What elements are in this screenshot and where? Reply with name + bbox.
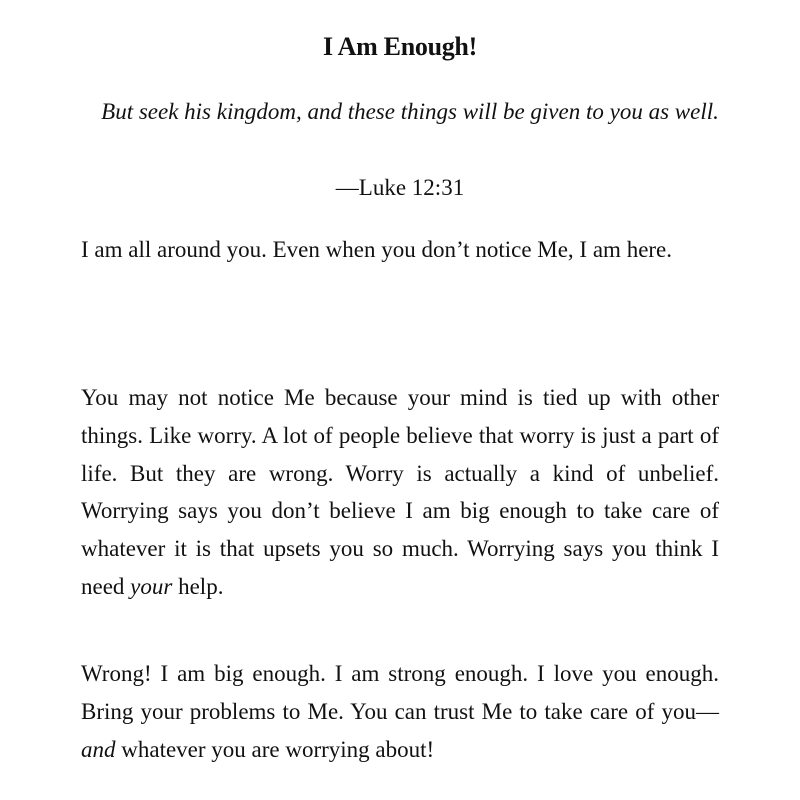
paragraph-3 — [81, 655, 719, 768]
paragraph-3-text: Wrong! I am big enough. I am strong enough. I love you enough. Bring your problems to Me. You can trust Me to take care of you— — [81, 661, 719, 724]
paragraph-1 — [81, 231, 719, 269]
scripture-reference: —Luke 12:31 — [335, 175, 465, 200]
paragraph-2-emphasis: your — [130, 573, 173, 599]
page-title: I Am Enough! — [323, 32, 477, 61]
paragraph-3-emphasis: and — [81, 736, 116, 762]
paragraph-3-text-end: whatever you are worrying about! — [115, 736, 435, 762]
paragraph-2-text: You may not notice Me because your mind is tied up with other things. Like worry. A lot of people believe that worry is just a part of life. But they are wrong. Worry is actually a kind of unbelief. Worrying says you don’t believe I am big enough to take care of whatever it is that upsets you so much. Worrying says you think I need — [81, 385, 719, 599]
scripture-verse: But seek his kingdom, and these things will be given to you as well. — [101, 99, 719, 124]
paragraph-2 — [81, 379, 719, 606]
paragraph-1-text: I am all around you. Even when you don’t notice Me, I am here. — [81, 237, 673, 262]
paragraph-2-text-end: help. — [172, 573, 224, 599]
